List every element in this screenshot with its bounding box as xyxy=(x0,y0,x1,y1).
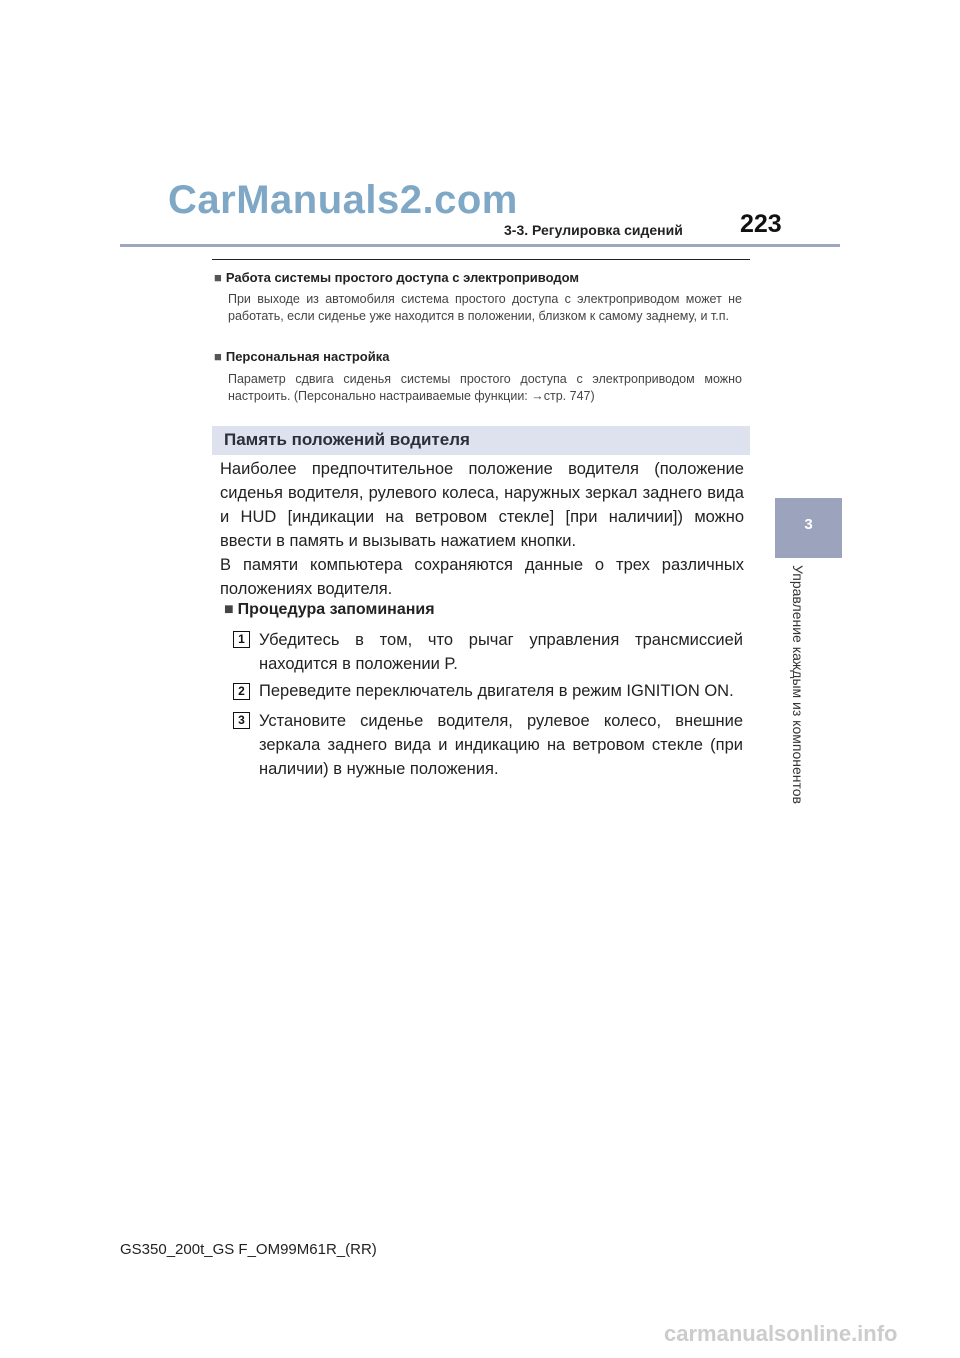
section-title: Память положений водителя xyxy=(224,430,470,449)
step-number-badge: 2 xyxy=(233,683,250,700)
step-text-3: Установите сиденье водителя, рулевое колесо, внешние зеркала заднего вида и индикацию на ветровом стекле (при наличии) в нужные положения. xyxy=(259,712,743,778)
note-text-2: Параметр сдвига сиденья системы простого доступа с электроприводом можно настроить. (Персонально настраиваемые функции: →стр. 747) xyxy=(228,372,742,403)
content-divider xyxy=(212,259,750,260)
step-number-badge: 3 xyxy=(233,712,250,729)
note-heading-2: ■ Персональная настройка xyxy=(214,349,390,364)
square-bullet-icon: ■ xyxy=(224,601,234,618)
step-number-badge: 1 xyxy=(233,631,250,648)
note-heading-1: ■ Работа системы простого доступа с электроприводом xyxy=(214,270,580,285)
chapter-tab-label: Управление каждым из компонентов xyxy=(790,565,806,804)
page-number: 223 xyxy=(740,210,782,238)
step-text-2: Переведите переключатель двигателя в режим IGNITION ON. xyxy=(259,682,734,700)
procedure-heading: ■ Процедура запоминания xyxy=(224,601,435,618)
watermark-logo-top: CarManuals2.com xyxy=(168,178,518,222)
chapter-tab-number: 3 xyxy=(804,516,813,533)
section-reference: 3-3. Регулировка сидений xyxy=(504,222,683,238)
step-text-1: Убедитесь в том, что рычаг управления трансмиссией находится в положении P. xyxy=(259,631,743,673)
footer-manual-code: GS350_200t_GS F_OM99M61R_(RR) xyxy=(120,1241,377,1258)
body-paragraph-2: В памяти компьютера сохраняются данные о трех различных положениях водителя. xyxy=(220,556,744,598)
square-bullet-icon: ■ xyxy=(214,270,222,285)
square-bullet-icon: ■ xyxy=(214,349,222,364)
body-paragraph-1: Наиболее предпочтительное положение водителя (положение сиденья водителя, рулевого колеса, наружных зеркал заднего вида и HUD [индикации на ветровом стекле] [при наличии]) можно ввести в память и вызывать нажатием кнопки. xyxy=(220,460,744,550)
note-text-1: При выходе из автомобиля система простого доступа с электроприводом может не работать, если сиденье уже находится в положении, близком к самому заднему, и т.п. xyxy=(228,292,742,323)
watermark-logo-bottom: carmanualsonline.info xyxy=(664,1321,898,1346)
header-divider xyxy=(120,244,840,247)
